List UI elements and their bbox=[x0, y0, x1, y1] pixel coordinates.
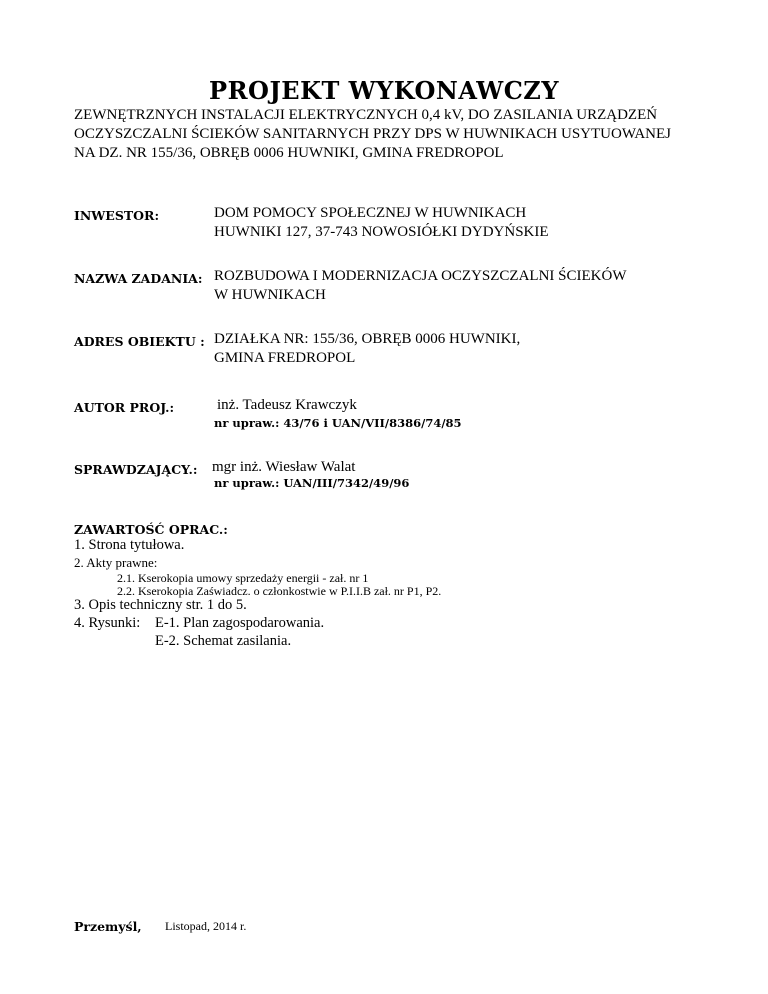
nazwa-line: W HUWNIKACH bbox=[214, 287, 326, 303]
contents-subitem: 2.2. Kserokopia Zaświadcz. o członkostwie w P.I.I.B zał. nr P1, P2. bbox=[117, 584, 442, 598]
inwestor-value bbox=[214, 204, 549, 242]
adres-obiektu-value bbox=[214, 330, 520, 368]
document-subtitle bbox=[74, 106, 671, 163]
adres-line: GMINA FREDROPOL bbox=[214, 350, 356, 366]
contents-item-label: 4. Rysunki: bbox=[74, 615, 141, 631]
inwestor-label: INWESTOR: bbox=[74, 208, 160, 223]
contents-drawing: E-2. Schemat zasilania. bbox=[155, 633, 292, 649]
inwestor-line: DOM POMOCY SPOŁECZNEJ W HUWNIKACH bbox=[214, 205, 527, 221]
sprawdzajacy-uprawnienia: nr upraw.: UAN/III/7342/49/96 bbox=[214, 476, 410, 490]
subtitle-line: OCZYSZCZALNI ŚCIEKÓW SANITARNYCH PRZY DPS W HUWNIKACH USYTUOWANEJ bbox=[74, 126, 672, 142]
zawartosc-label: ZAWARTOŚĆ OPRAC.: bbox=[74, 522, 228, 537]
autor-name: inż. Tadeusz Krawczyk bbox=[217, 397, 357, 413]
contents-drawing: E-1. Plan zagospodarowania. bbox=[155, 615, 325, 631]
contents-item: 2. Akty prawne: bbox=[74, 555, 158, 570]
footer-date: Listopad, 2014 r. bbox=[165, 919, 247, 933]
adres-line: DZIAŁKA NR: 155/36, OBRĘB 0006 HUWNIKI, bbox=[214, 331, 521, 347]
contents-item: 3. Opis techniczny str. 1 do 5. bbox=[74, 597, 247, 613]
adres-obiektu-label: ADRES OBIEKTU : bbox=[74, 334, 205, 349]
subtitle-line: NA DZ. NR 155/36, OBRĘB 0006 HUWNIKI, GMINA FREDROPOL bbox=[74, 145, 504, 161]
sprawdzajacy-label: SPRAWDZAJĄCY.: bbox=[74, 462, 198, 477]
contents-item: 1. Strona tytułowa. bbox=[74, 537, 185, 553]
contents-subitem: 2.1. Kserokopia umowy sprzedaży energii - zał. nr 1 bbox=[117, 571, 369, 585]
autor-uprawnienia: nr upraw.: 43/76 i UAN/VII/8386/74/85 bbox=[214, 416, 462, 430]
nazwa-line: ROZBUDOWA I MODERNIZACJA OCZYSZCZALNI ŚCIEKÓW bbox=[214, 268, 627, 284]
nazwa-zadania-value bbox=[214, 267, 627, 305]
document-title: PROJEKT WYKONAWCZY bbox=[209, 76, 559, 105]
autor-label: AUTOR PROJ.: bbox=[74, 400, 175, 415]
footer-place: Przemyśl, bbox=[74, 919, 142, 934]
inwestor-line: HUWNIKI 127, 37-743 NOWOSIÓŁKI DYDYŃSKIE bbox=[214, 224, 549, 240]
nazwa-zadania-label: NAZWA ZADANIA: bbox=[74, 271, 203, 286]
subtitle-line: ZEWNĘTRZNYCH INSTALACJI ELEKTRYCZNYCH 0,4 kV, DO ZASILANIA URZĄDZEŃ bbox=[74, 107, 658, 123]
sprawdzajacy-name: mgr inż. Wiesław Walat bbox=[212, 459, 356, 475]
